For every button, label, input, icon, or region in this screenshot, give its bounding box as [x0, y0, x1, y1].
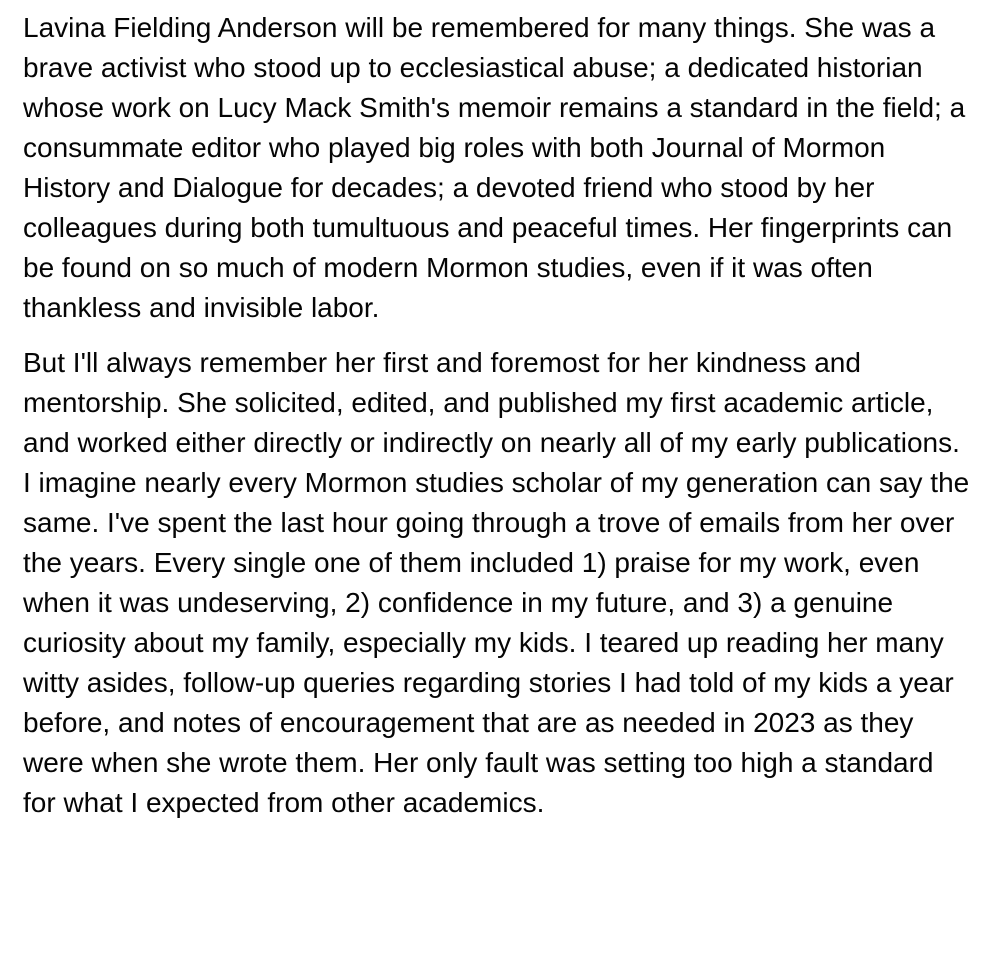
post-paragraph-1: Lavina Fielding Anderson will be remembered for many things. She was a brave activist who stood up to ecclesiastical abuse; a dedicated historian whose work on Lucy Mack Smith's memoir remains a standard in the field; a consummate editor who played big roles with both Journal of Mormon History and Dialogue for decades; a devoted friend who stood by her colleagues during both tumultuous and peaceful times. Her fingerprints can be found on so much of modern Mormon studies, even if it was often thankless and invisible labor.: [23, 12, 966, 323]
post-body: [23, 8, 973, 823]
post-paragraph-2: But I'll always remember her first and foremost for her kindness and mentorship. She solicited, edited, and published my first academic article, and worked either directly or indirectly on nearly all of my early publications. I imagine nearly every Mormon studies scholar of my generation can say the same. I've spent the last hour going through a trove of emails from her over the years. Every single one of them included 1) praise for my work, even when it was undeserving, 2) confidence in my future, and 3) a genuine curiosity about my family, especially my kids. I teared up reading her many witty asides, follow-up queries regarding stories I had told of my kids a year before, and notes of encouragement that are as needed in 2023 as they were when she wrote them. Her only fault was setting too high a standard for what I expected from other academics.: [23, 347, 970, 818]
